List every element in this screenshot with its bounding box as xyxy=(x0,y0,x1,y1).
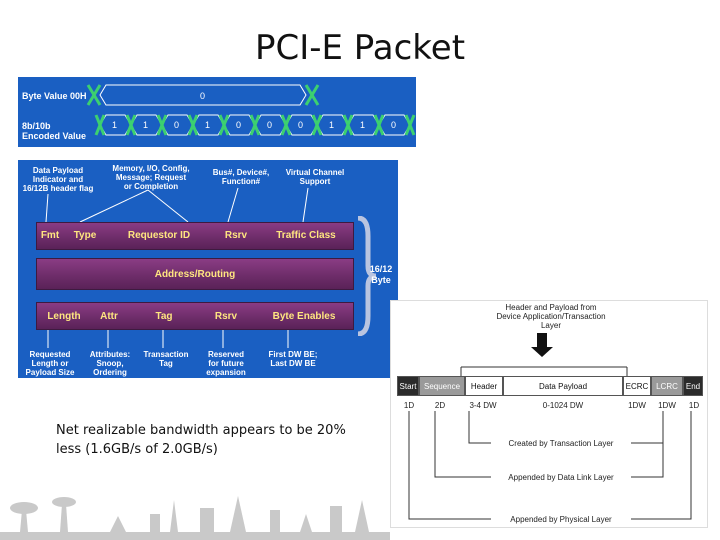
field-length: Length xyxy=(47,311,81,322)
segment-start: Start xyxy=(397,376,419,396)
slide-title: PCI-E Packet xyxy=(254,28,466,68)
size-end: 1D xyxy=(688,401,700,410)
encoded-bit: 1 xyxy=(329,120,335,130)
caption-transaction: Transaction Tag xyxy=(143,350,189,368)
encoded-label-1: 8b/10b xyxy=(22,121,51,131)
caption-bus: Bus#, Device#, Function# xyxy=(212,168,270,186)
label-data-link-layer: Appended by Data Link Layer xyxy=(508,473,614,482)
segment-lcrc: LCRC xyxy=(651,376,683,396)
size-lcrc: 1DW xyxy=(658,401,676,410)
packet-layers-panel xyxy=(390,300,708,528)
header-size-label: 16/12 Byte xyxy=(369,264,393,285)
encoded-bit: 0 xyxy=(298,120,304,130)
caption-attributes: Attributes: Snoop, Ordering xyxy=(89,350,131,377)
encoding-panel xyxy=(18,77,416,147)
encoded-bit: 1 xyxy=(112,120,118,130)
size-sequence: 2D xyxy=(434,401,446,410)
encoded-bit: 0 xyxy=(267,120,273,130)
field-traffic-class: Traffic Class xyxy=(276,230,336,241)
size-header: 3-4 DW xyxy=(469,401,497,410)
encoded-bit: 0 xyxy=(236,120,242,130)
segment-ecrc: ECRC xyxy=(623,376,651,396)
byte-value-label: Byte Value 00H xyxy=(22,91,87,101)
encoded-bit: 0 xyxy=(174,120,180,130)
encoded-label-2: Encoded Value xyxy=(22,131,87,141)
encoded-bit: 1 xyxy=(143,120,149,130)
field-rsrv-1: Rsrv xyxy=(224,230,248,241)
caption-memory: Memory, I/O, Config, Message; Request or Completion xyxy=(112,164,190,191)
skyline-decoration xyxy=(0,470,390,540)
field-attr: Attr xyxy=(100,311,118,322)
encoded-bit: 1 xyxy=(360,120,366,130)
field-fmt: Fmt xyxy=(40,230,60,241)
label-physical-layer: Appended by Physical Layer xyxy=(510,515,612,524)
encoded-bit: 0 xyxy=(391,120,397,130)
segment-sequence: Sequence xyxy=(419,376,465,396)
tlp-header-panel xyxy=(18,160,398,378)
segment-end: End xyxy=(683,376,703,396)
bandwidth-note: Net realizable bandwidth appears to be 20% less (1.6GB/s of 2.0GB/s) xyxy=(56,423,346,457)
field-type: Type xyxy=(73,230,97,241)
label-transaction-layer: Created by Transaction Layer xyxy=(508,439,614,448)
segment-header: Header xyxy=(465,376,503,396)
field-requestor-id: Requestor ID xyxy=(127,230,191,241)
size-start: 1D xyxy=(403,401,415,410)
caption-first-dw: First DW BE; Last DW BE xyxy=(268,350,318,368)
size-ecrc: 1DW xyxy=(628,401,646,410)
byte-value: 0 xyxy=(200,91,206,101)
size-data-payload: 0-1024 DW xyxy=(542,401,584,410)
encoded-bit: 1 xyxy=(205,120,211,130)
field-tag: Tag xyxy=(155,311,173,322)
field-byte-enables: Byte Enables xyxy=(272,311,336,322)
caption-requested: Requested Length or Payload Size xyxy=(25,350,75,377)
field-address-routing: Address/Routing xyxy=(154,269,236,280)
caption-reserved: Reserved for future expansion xyxy=(206,350,246,377)
caption-vc: Virtual Channel Support xyxy=(285,168,345,186)
caption-payload: Data Payload Indicator and 16/12B header flag xyxy=(22,166,94,193)
layers-top-caption: Header and Payload from Device Application/Transaction Layer xyxy=(496,303,606,330)
segment-data-payload: Data Payload xyxy=(503,376,623,396)
layers-connectors xyxy=(391,301,709,529)
field-rsrv-2: Rsrv xyxy=(214,311,238,322)
